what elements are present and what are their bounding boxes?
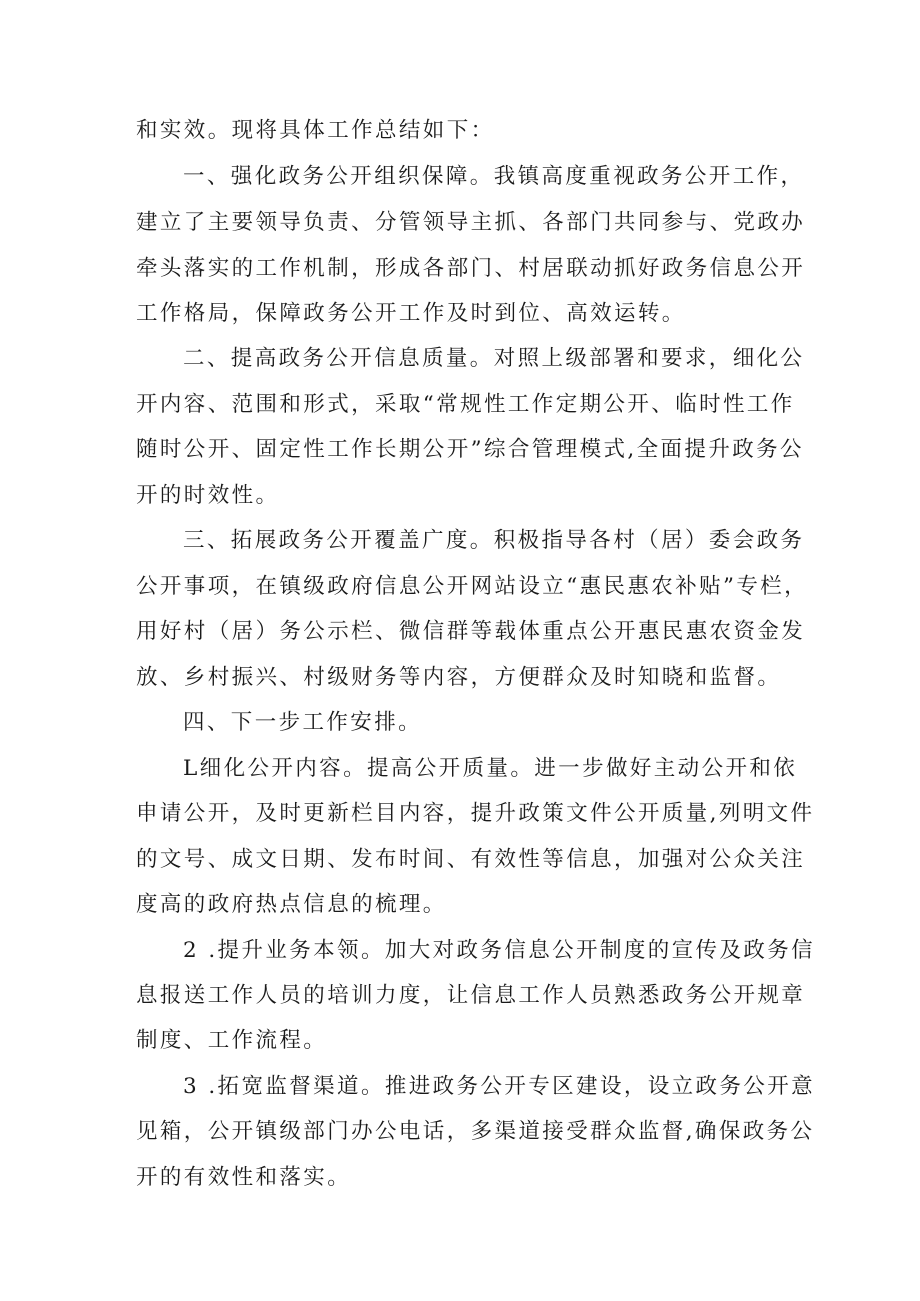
text-line-21: 制度、工作流程。 — [136, 1028, 328, 1053]
text-line-1: 和实效。现将具体工作总结如下： — [136, 118, 495, 143]
text-line-20: 息报送工作人员的培训力度，让信息工作人员熟悉政务公开规章 — [136, 983, 806, 1008]
text-line-15: L细化公开内容。提高公开质量。进一步做好主动公开和依 — [183, 756, 798, 781]
text-line-12: 用好村（居）务公示栏、微信群等载体重点公开惠民惠农资金发 — [136, 619, 806, 644]
text-line-7: 开内容、范围和形式，采取“常规性工作定期公开、临时性工作 — [136, 392, 795, 417]
text-line-3: 建立了主要领导负责、分管领导主抓、各部门共同参与、党政办 — [136, 210, 806, 235]
text-line-4: 牵头落实的工作机制，形成各部门、村居联动抓好政务信息公开 — [136, 256, 806, 281]
text-line-16: 申请公开，及时更新栏目内容，提升政策文件公开质量,列明文件 — [136, 801, 815, 826]
text-line-9: 开的时效性。 — [136, 483, 280, 508]
text-line-11: 公开事项，在镇级政府信息公开网站设立“惠民惠农补贴”专栏， — [136, 574, 809, 599]
text-line-13: 放、乡村振兴、村级财务等内容，方便群众及时知晓和监督。 — [136, 665, 782, 690]
text-line-6: 二、提高政务公开信息质量。对照上级部署和要求，细化公 — [183, 346, 805, 371]
text-line-14: 四、下一步工作安排。 — [183, 710, 423, 735]
text-line-19: 2 .提升业务本领。加大对政务信息公开制度的宣传及政务信 — [183, 938, 816, 963]
text-line-17: 的文号、成文日期、发布时间、有效性等信息，加强对公众关注 — [136, 847, 806, 872]
text-line-24: 开的有效性和落实。 — [136, 1165, 352, 1190]
text-line-8: 随时公开、固定性工作长期公开”综合管理模式,全面提升政务公 — [136, 437, 804, 462]
text-line-2: 一、强化政务公开组织保障。我镇高度重视政务公开工作， — [183, 164, 805, 189]
text-line-23: 见箱，公开镇级部门办公电话，多渠道接受群众监督,确保政务公 — [136, 1119, 815, 1144]
text-line-18: 度高的政府热点信息的梳理。 — [136, 892, 447, 917]
text-line-22: 3 .拓宽监督渠道。推进政务公开专区建设，设立政务公开意 — [183, 1074, 816, 1099]
text-line-5: 工作格局，保障政务公开工作及时到位、高效运转。 — [136, 301, 686, 326]
text-line-10: 三、拓展政务公开覆盖广度。积极指导各村（居）委会政务 — [183, 528, 805, 553]
